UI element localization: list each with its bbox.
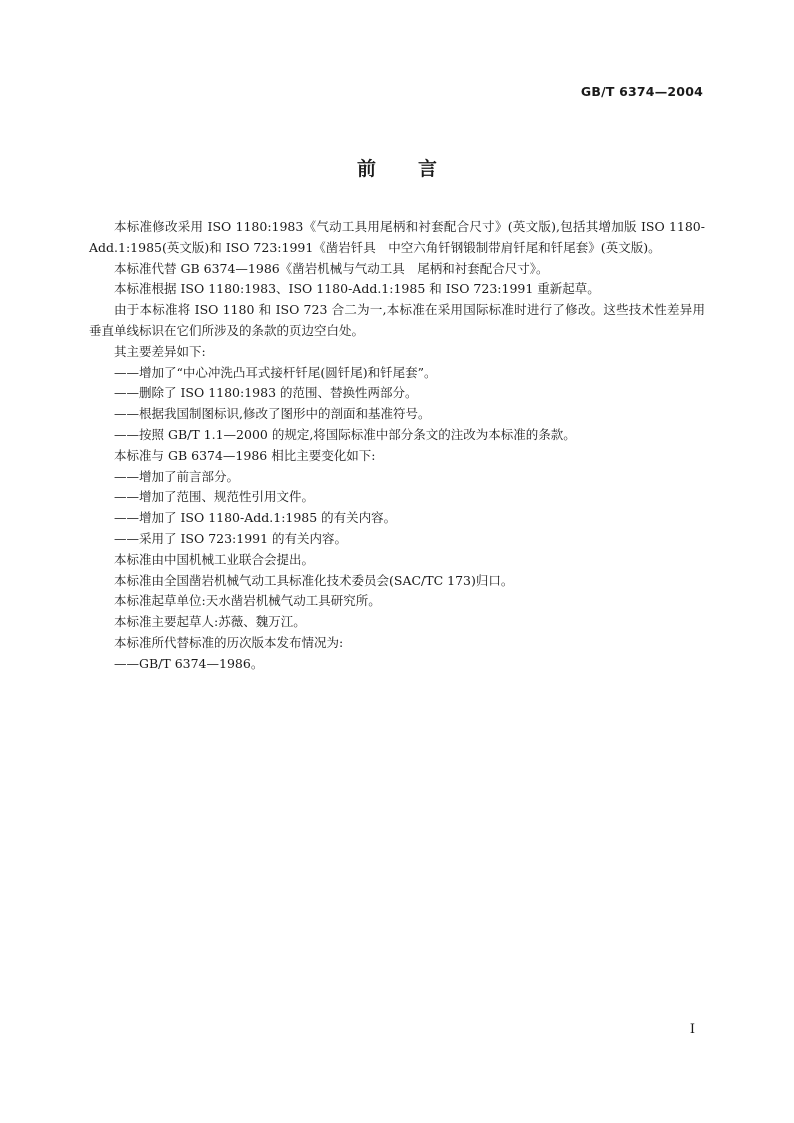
page-title: 前言 [356, 158, 479, 180]
paragraph: 本标准修改采用 ISO 1180:1983《气动工具用尾柄和衬套配合尺寸》(英文版),包括其增加版 ISO 1180-Add.1:1985(英文版)和 ISO 723:1991《凿岩钎具 中空六角钎钢锻制带肩钎尾和钎尾套》(英文版)。 [89, 219, 705, 255]
paragraph: 本标准起草单位:天水凿岩机械气动工具研究所。 [114, 593, 381, 609]
list-item: ——增加了“中心冲洗凸耳式接杆钎尾(圆钎尾)和钎尾套”。 [114, 364, 437, 380]
paragraph: 其主要差异如下: [114, 343, 206, 359]
paragraph: 本标准由全国凿岩机械气动工具标准化技术委员会(SAC/TC 173)归口。 [114, 572, 514, 588]
foreword-body [89, 217, 705, 675]
list-item: ——采用了 ISO 723:1991 的有关内容。 [114, 530, 348, 546]
list-item: ——增加了前言部分。 [114, 468, 240, 484]
list-item: ——GB/T 6374—1986。 [114, 655, 264, 671]
standard-number: GB/T 6374—2004 [580, 84, 703, 99]
paragraph: 本标准由中国机械工业联合会提出。 [114, 551, 315, 567]
list-item: ——增加了范围、规范性引用文件。 [114, 489, 315, 505]
list-item: ——增加了 ISO 1180-Add.1:1985 的有关内容。 [114, 510, 397, 526]
paragraph: 本标准与 GB 6374—1986 相比主要变化如下: [114, 447, 376, 463]
list-item: ——删除了 ISO 1180:1983 的范围、替换性两部分。 [114, 385, 418, 401]
paragraph: 由于本标准将 ISO 1180 和 ISO 723 合二为一,本标准在采用国际标准时进行了修改。这些技术性差异用垂直单线标识在它们所涉及的条款的页边空白处。 [89, 302, 705, 338]
paragraph: 本标准主要起草人:苏薇、魏万江。 [114, 614, 306, 630]
paragraph: 本标准所代替标准的历次版本发布情况为: [114, 634, 344, 650]
paragraph: 本标准根据 ISO 1180:1983、ISO 1180-Add.1:1985 和 ISO 723:1991 重新起草。 [114, 281, 600, 297]
page-number: I [689, 1022, 695, 1037]
paragraph: 本标准代替 GB 6374—1986《凿岩机械与气动工具 尾柄和衬套配合尺寸》。 [114, 260, 549, 276]
list-item: ——根据我国制图标识,修改了图形中的剖面和基准符号。 [114, 406, 431, 422]
list-item: ——按照 GB/T 1.1—2000 的规定,将国际标准中部分条文的注改为本标准的条款。 [114, 426, 576, 442]
